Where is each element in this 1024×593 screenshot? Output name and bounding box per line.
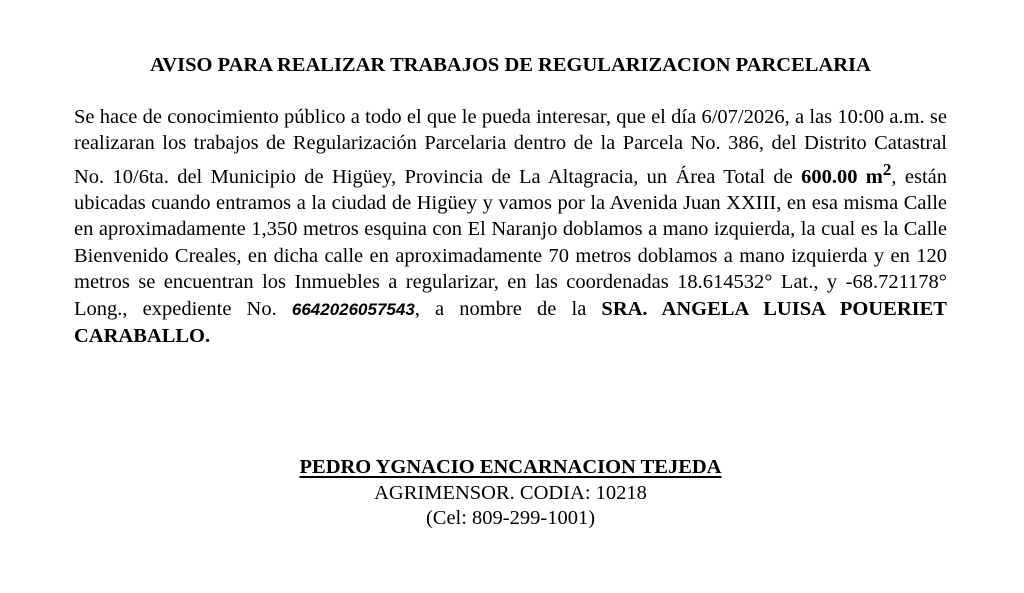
signature-phone: (Cel: 809-299-1001) [425, 507, 596, 529]
notice-title: AVISO PARA REALIZAR TRABAJOS DE REGULARIZACION PARCELARIA [150, 54, 871, 76]
notice-document [74, 0, 947, 593]
body-text-owner-prefix: , a nombre de la [414, 297, 602, 320]
body-text-intro: Se hace de conocimiento público a todo el que le pueda interesar, que el día 6/07/2026, a las 10:00 a.m. se realizaran los trabajos de Regularización Parcelaria dentro de la Parcela No. 386, del Distrito Catastral No. 10/6ta. del Municipio de Higüey, Provincia de La Altagracia, un Área Total de [74, 106, 947, 188]
area-value [801, 159, 892, 188]
expediente-number: 6642026057543 [291, 299, 415, 319]
signature-block [74, 455, 947, 532]
signature-name: PEDRO YGNACIO ENCARNACION TEJEDA [299, 456, 722, 478]
area-number: 600.00 m [801, 165, 883, 188]
owner-name: SRA. ANGELA LUISA POUERIET CARABALLO. [74, 297, 947, 348]
signature-role: AGRIMENSOR. CODIA: 10218 [374, 481, 647, 504]
area-superscript: 2 [882, 159, 892, 179]
notice-body [74, 104, 947, 349]
body-text-directions: , están ubicadas cuando entramos a la ciudad de Higüey y vamos por la Avenida Juan XXIII, en esa misma Calle en aproximadamente 1,350 metros esquina con El Naranjo doblamos a mano izquierda, la cual es la Calle Bienvenido Creales, en dicha calle en aproximadamente 70 metros doblamos a mano izquierda y en 120 metros se encuentran los Inmuebles a regularizar, en las coordenadas 18.614532° Lat., y -68.721178° Long., expediente No. [74, 165, 947, 320]
